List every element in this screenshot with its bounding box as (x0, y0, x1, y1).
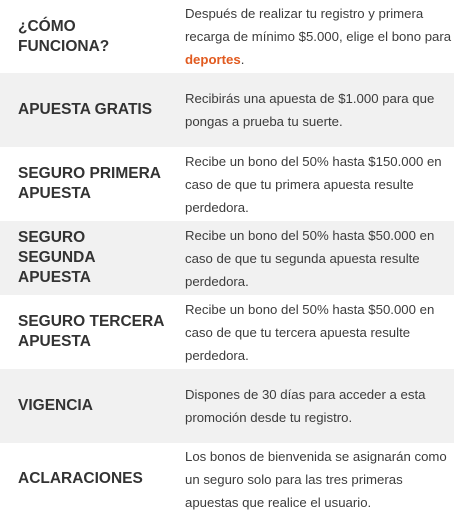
row-clarifications (0, 443, 454, 515)
row-label: SEGURO PRIMERA APUESTA (18, 165, 161, 202)
row-label: APUESTA GRATIS (18, 101, 153, 118)
row-free-bet (0, 73, 454, 147)
row-second-bet-insurance (0, 221, 454, 295)
row-label: SEGURO TERCERA APUESTA (18, 313, 164, 350)
description-suffix: . (240, 52, 245, 67)
row-label: ACLARACIONES (18, 470, 143, 487)
row-description: Recibirás una apuesta de $1.000 para que pongas a prueba tu suerte. (185, 91, 435, 129)
row-description: Recibe un bono del 50% hasta $50.000 en caso de que tu segunda apuesta resulte perdedora. (185, 227, 435, 289)
sports-link[interactable]: deportes (185, 52, 241, 67)
description-text: Después de realizar tu registro y primera recarga de mínimo $5.000, elige el bono para (185, 6, 452, 44)
row-validity (0, 369, 454, 443)
row-third-bet-insurance (0, 295, 454, 369)
row-description: Recibe un bono del 50% hasta $50.000 en caso de que tu tercera apuesta resulte perdedora. (185, 301, 435, 363)
row-label: ¿CÓMO FUNCIONA? (18, 17, 110, 55)
row-label: VIGENCIA (18, 397, 93, 414)
row-description (170, 0, 454, 73)
row-how-it-works (0, 0, 454, 73)
row-description: Dispones de 30 días para acceder a esta promoción desde tu registro. (185, 387, 426, 425)
row-label: SEGURO SEGUNDA APUESTA (18, 229, 95, 286)
row-description: Recibe un bono del 50% hasta $150.000 en caso de que tu primera apuesta resulte perdedora. (185, 153, 442, 215)
row-first-bet-insurance (0, 147, 454, 221)
row-description: Los bonos de bienvenida se asignarán como un seguro solo para las tres primeras apuestas que realice el usuario. (185, 448, 447, 510)
